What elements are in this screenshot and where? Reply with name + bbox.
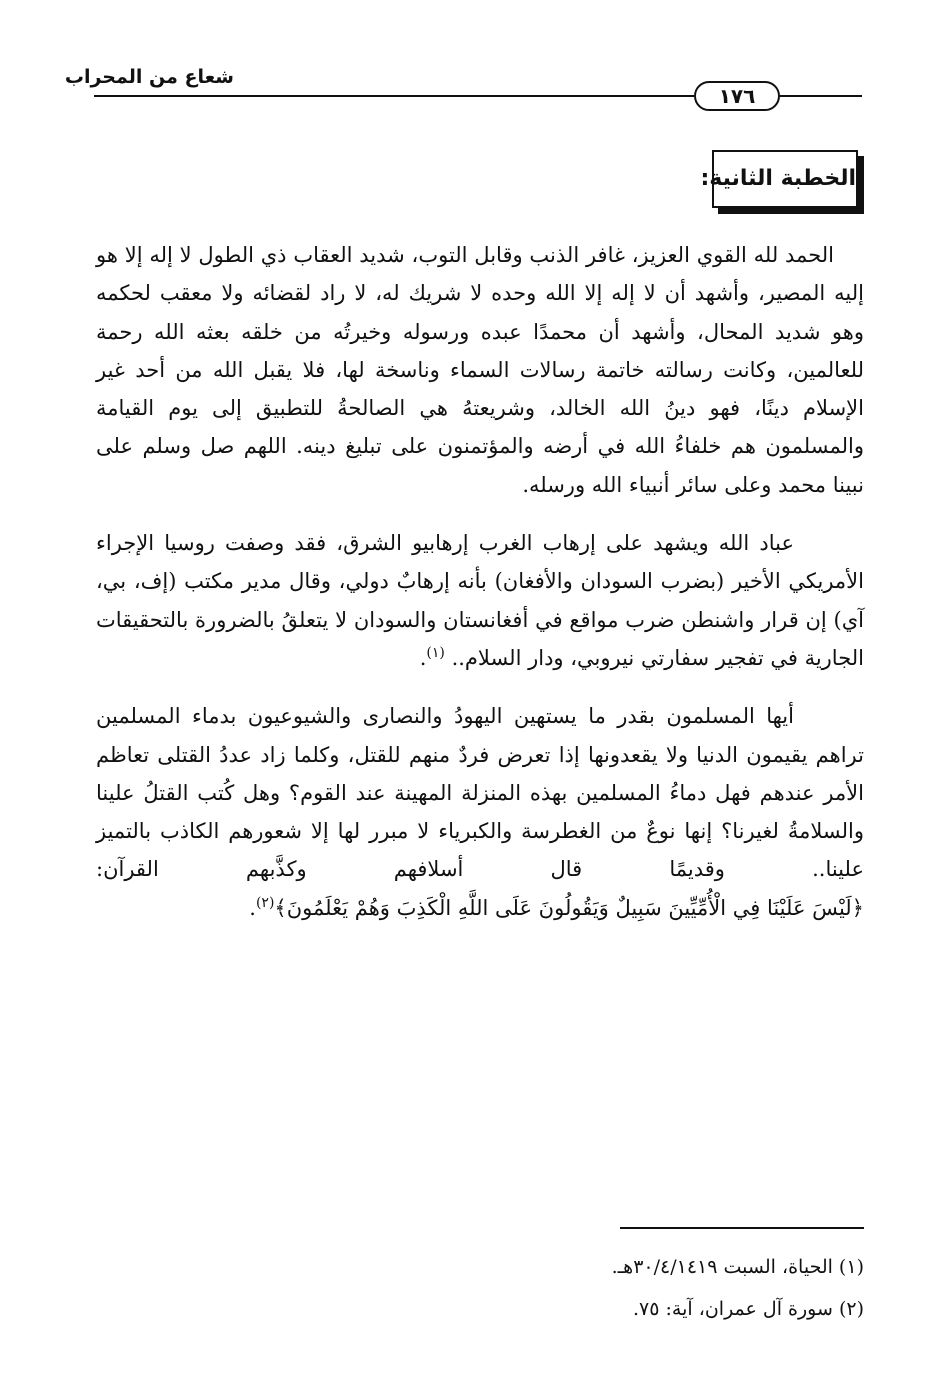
footnote-1: (١) الحياة، السبت ٣٠/٤/١٤١٩هـ. [611, 1256, 864, 1278]
paragraph-text: الحمد لله القوي العزيز، غافر الذنب وقابل التوب، شديد العقاب ذي الطول لا إله إلا هو إليه المصير، وأشهد أن لا إله إلا الله وحده لا شريك له، لا راد لقضائه ولا معقب لحكمه وهو شديد المحال، وأشهد أن محمدًا عبده ورسوله وخيرتُه من خلقه بعثه الله رحمة للعالمين، وكانت رسالته خاتمة رسالات السماء وناسخة لها، فلا يقبل الله من أحد غير الإسلام دينًا، فهو دينُ الله الخالد، وشريعتهُ هي الصالحةُ للتطبيق إلى يوم القيامة والمسلمون هم خلفاءُ الله في أرضه والمؤتمنون على تبليغ دينه. اللهم صل وسلم على نبينا محمد وعلى سائر أنبياء الله ورسله. [96, 243, 864, 497]
section-heading: الخطبة الثانية: [712, 150, 858, 208]
paragraph-opening-praise [96, 236, 864, 504]
quran-verse: ﴿لَيْسَ عَلَيْنَا فِي الْأُمِّيِّينَ سَبِيلٌ وَيَقُولُونَ عَلَى اللَّهِ الْكَذِبَ وَهُمْ يَعْلَمُونَ﴾ [274, 895, 864, 920]
footnote-separator [620, 1227, 864, 1229]
footnotes [96, 1246, 864, 1330]
paragraph-text: عباد الله ويشهد على إرهاب الغرب إرهابيو الشرق، فقد وصفت روسيا الإجراء الأمريكي الأخير (بضرب السودان والأفغان) بأنه إرهابٌ دولي، وقال مدير مكتب (إف، بي، آي) إن قرار واشنطن ضرب مواقع في أفغانستان والسودان لا يتعلقُ بالضرورة بالتحقيقات الجارية في تفجير سفارتي نيروبي، ودار السلام.. [96, 531, 864, 670]
paragraph-terrorism [96, 524, 864, 677]
header-rule-right [780, 95, 862, 97]
running-title: شعاع من المحراب [64, 66, 234, 88]
paragraph-ending: . [419, 645, 427, 670]
footnote-ref-1[interactable]: (١) [426, 644, 445, 661]
header-rule-left [94, 95, 694, 97]
body-text [96, 236, 864, 947]
paragraph-ending: . [249, 895, 256, 920]
page-number: ١٧٦ [694, 81, 780, 111]
paragraph-text: أيها المسلمون بقدر ما يستهين اليهودُ والنصارى والشيوعيون بدماء المسلمين تراهم يقيمون الدنيا ولا يقعدونها إذا تعرض فردٌ منهم للقتل، وكلما زاد عددُ القتلى تعاظم الأمر عندهم فهل دماءُ المسلمين بهذه المنزلة المهينة عند القوم؟ وهل كُتب القتلُ علينا والسلامةُ لغيرنا؟ إنها نوعٌ من الغطرسة والكبرياء لا مبرر لها إلا شعورهم الكاذب بالتميز علينا.. وقديمًا قال أسلافهم وكذَّبهم القرآن: [96, 704, 864, 882]
footnote-2: (٢) سورة آل عمران، آية: ٧٥. [633, 1298, 864, 1320]
paragraph-muslims [96, 697, 864, 927]
footnote-ref-2[interactable]: (٢) [255, 894, 275, 911]
